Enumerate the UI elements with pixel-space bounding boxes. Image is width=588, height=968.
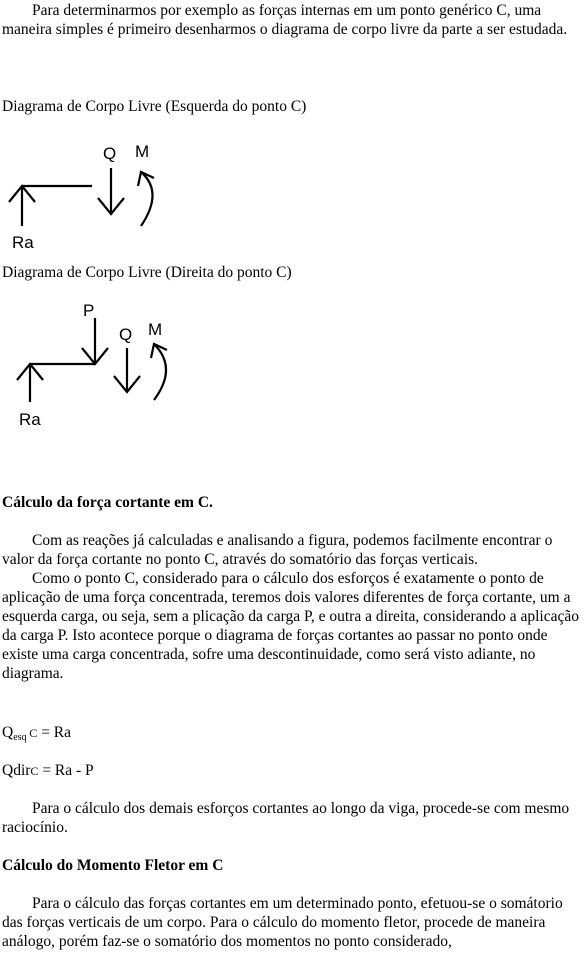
label-m: M (148, 320, 163, 339)
moment-arrow-m (154, 344, 166, 400)
shear-closing-paragraph: Para o cálculo dos demais esforços cortantes ao longo da viga, procede-se com mesmo raciocínio. (2, 800, 570, 836)
free-body-diagram-left (0, 130, 588, 262)
formula-shear-right: QdirC = Ra - P (2, 762, 94, 779)
label-p: P (83, 301, 95, 320)
label-m: M (135, 142, 150, 161)
diagram-right-title: Diagrama de Corpo Livre (Direita do ponto C) (2, 264, 292, 281)
shear-paragraph-2: Como o ponto C, considerado para o cálculo dos esforços é exatamente o ponto de aplicação de uma força concentrada, teremos dois valores diferentes de força cortante, um a esquerda carga, ou seja, sem a plicação da carga P, e outra a direita, considerando a aplicação da carga P. Isto acontece porque o diagrama de forças cortantes ao passar no ponto onde existe uma carga concentrada, sofre uma descontinuidade, como será visto adiante, no diagrama. (2, 570, 579, 682)
label-ra: Ra (12, 233, 34, 252)
free-body-diagram-right (0, 296, 588, 436)
moment-paragraph-1: Para o cálculo das forças cortantes em um determinado ponto, efetuou-se o somátorio das forças verticais de um corpo. Para o cálculo do momento fletor, procede de maneira análogo, porém faz-se o somatório dos momentos no ponto considerado, (2, 895, 563, 950)
formula-shear-left: $Q_{esq}$ C = Ra (2, 724, 72, 743)
label-q: Q (103, 144, 117, 163)
label-ra: Ra (19, 410, 41, 429)
shear-heading: Cálculo da força cortante em C. (2, 494, 213, 511)
intro-paragraph: Para determinarmos por exemplo as forças internas em um ponto genérico C, uma maneira simples é primeiro desenharmos o diagrama de corpo livre da parte a ser estudada. (2, 2, 568, 38)
shear-paragraph-1: Com as reações já calculadas e analisando a figura, podemos facilmente encontrar o valor da força cortante no ponto C, através do somatório das forças verticais. (2, 532, 553, 568)
diagram-left-title: Diagrama de Corpo Livre (Esquerda do ponto C) (2, 98, 307, 115)
label-q: Q (119, 325, 133, 344)
moment-heading: Cálculo do Momento Fletor em C (2, 857, 224, 874)
moment-arrow-m (141, 172, 153, 226)
